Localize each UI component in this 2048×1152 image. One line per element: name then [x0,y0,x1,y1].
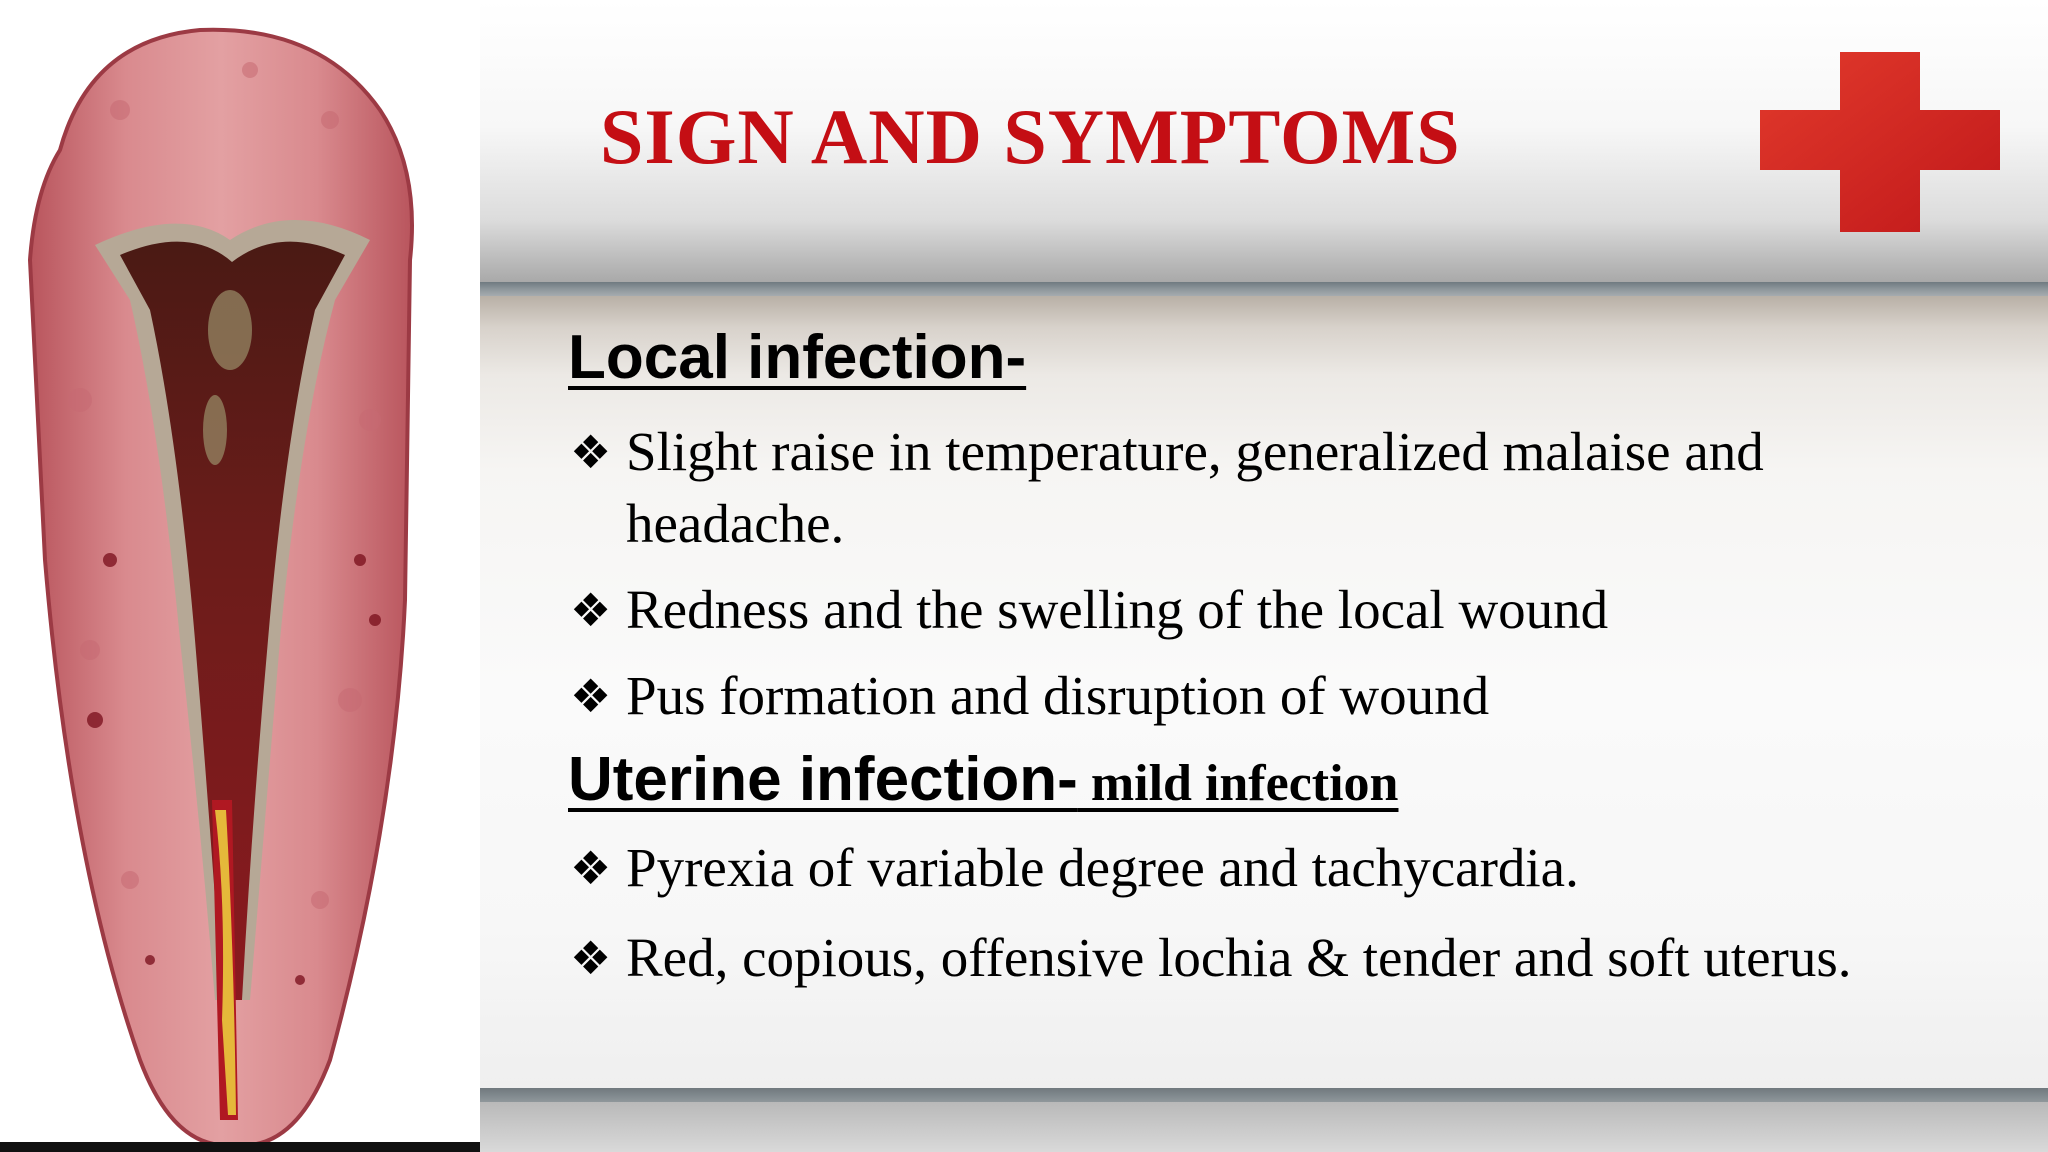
bullet-text: Redness and the swelling of the local wound [626,579,1609,640]
red-cross-icon [1760,52,2000,232]
section-heading-local-infection [568,322,1026,393]
bullet-diamond-icon: ❖ [570,425,612,479]
footer-divider [480,1088,2048,1102]
section-subheading: mild infection [1077,755,1399,812]
bullet-diamond-icon: ❖ [570,841,612,895]
header-divider [480,282,2048,296]
bottom-strip [0,1142,480,1152]
list-item [570,832,1990,904]
uterus-cross-section-illustration [0,0,480,1152]
footer-band [480,1102,2048,1152]
bullet-text: Pus formation and disruption of wound [626,665,1490,726]
bullet-text: Slight raise in temperature, generalized malaise and headache. [626,421,1764,554]
section-heading-uterine-infection [568,744,1398,815]
bullet-diamond-icon: ❖ [570,669,612,723]
section-heading-text: Local infection- [568,323,1027,392]
section-heading-text: Uterine infection- [568,745,1078,814]
list-item [570,918,1990,998]
bullet-text: Red, copious, offensive lochia & tender and soft uterus. [626,927,1852,988]
list-item [570,416,1990,560]
list-item [570,574,1990,646]
bullet-text: Pyrexia of variable degree and tachycardia. [626,837,1579,898]
bullet-diamond-icon: ❖ [570,583,612,637]
list-item [570,660,1990,732]
slide-title: SIGN AND SYMPTOMS [600,93,1461,180]
illustration-panel [0,0,480,1152]
bullet-diamond-icon: ❖ [570,931,612,985]
